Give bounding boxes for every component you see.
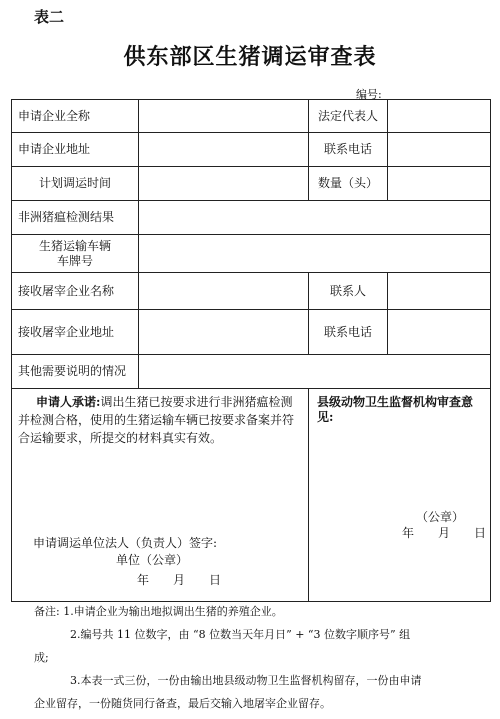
- contact-phone-2-label: 联系电话: [309, 310, 388, 355]
- signature-label: 申请调运单位法人（负责人）签字:: [33, 536, 218, 550]
- other-notes-label: 其他需要说明的情况: [12, 355, 139, 389]
- page-title: 供东部区生猪调运审查表: [123, 44, 377, 70]
- quantity-field[interactable]: [388, 167, 491, 201]
- contact-person-label: 联系人: [309, 273, 388, 310]
- note-line-1: 备注: 1.申请企业为输出地拟调出生猪的养殖企业。: [34, 605, 283, 618]
- table-label: 表二: [34, 8, 65, 26]
- quantity-label: 数量（头）: [309, 167, 388, 201]
- vehicle-label-line1: 生猪运输车辆: [38, 238, 111, 253]
- serial-number-label: 编号:: [356, 88, 382, 101]
- applicant-date-label: 年 月 日: [137, 573, 222, 587]
- contact-phone-2-field[interactable]: [388, 310, 491, 355]
- applicant-address-field[interactable]: [139, 133, 309, 167]
- commitment-text: 调出生猪已按要求进行非洲猪瘟检测并检测合格，使用的生猪运输车辆已按要求备案并符合运输要求，所提交的材料真实有效。: [18, 395, 295, 445]
- review-opinion-cell[interactable]: [309, 389, 491, 602]
- receiver-name-label: 接收屠宰企业名称: [12, 273, 139, 310]
- planned-time-label: 计划调运时间: [12, 167, 139, 201]
- planned-time-field[interactable]: [139, 167, 309, 201]
- applicant-name-field[interactable]: [139, 100, 309, 133]
- review-date-label: 年 月 日: [402, 526, 487, 540]
- contact-phone-label: 联系电话: [309, 133, 388, 167]
- commitment-title: 申请人承诺:: [36, 395, 101, 409]
- vehicle-plate-field[interactable]: [139, 235, 491, 273]
- other-notes-field[interactable]: [139, 355, 491, 389]
- note-line-3: 成;: [34, 651, 49, 664]
- unit-seal-label: 单位（公章）: [116, 553, 189, 567]
- applicant-name-label: 申请企业全称: [12, 100, 139, 133]
- commitment-paragraph: [18, 393, 302, 447]
- receiver-address-field[interactable]: [139, 310, 309, 355]
- legal-rep-field[interactable]: [388, 100, 491, 133]
- vehicle-plate-label: [12, 235, 139, 273]
- asf-result-label: 非洲猪瘟检测结果: [12, 201, 139, 235]
- review-title: 县级动物卫生监督机构审查意见:: [317, 395, 474, 424]
- footnotes: [34, 600, 474, 715]
- contact-phone-field[interactable]: [388, 133, 491, 167]
- applicant-address-label: 申请企业地址: [12, 133, 139, 167]
- note-line-5: 企业留存，一份随货同行备查，最后交输入地屠宰企业留存。: [34, 697, 331, 710]
- vehicle-label-line2: 车牌号: [56, 253, 93, 268]
- review-seal-label: （公章）: [416, 510, 465, 524]
- legal-rep-label: 法定代表人: [309, 100, 388, 133]
- applicant-commitment-cell: [12, 389, 309, 602]
- contact-person-field[interactable]: [388, 273, 491, 310]
- receiver-address-label: 接收屠宰企业地址: [12, 310, 139, 355]
- asf-result-field[interactable]: [139, 201, 491, 235]
- note-line-2: 2.编号共 11 位数字，由 “8 位数当天年月日” + “3 位数字顺序号” 组: [70, 628, 411, 641]
- note-line-4: 3.本表一式三份，一份由输出地县级动物卫生监督机构留存，一份由申请: [70, 674, 422, 687]
- receiver-name-field[interactable]: [139, 273, 309, 310]
